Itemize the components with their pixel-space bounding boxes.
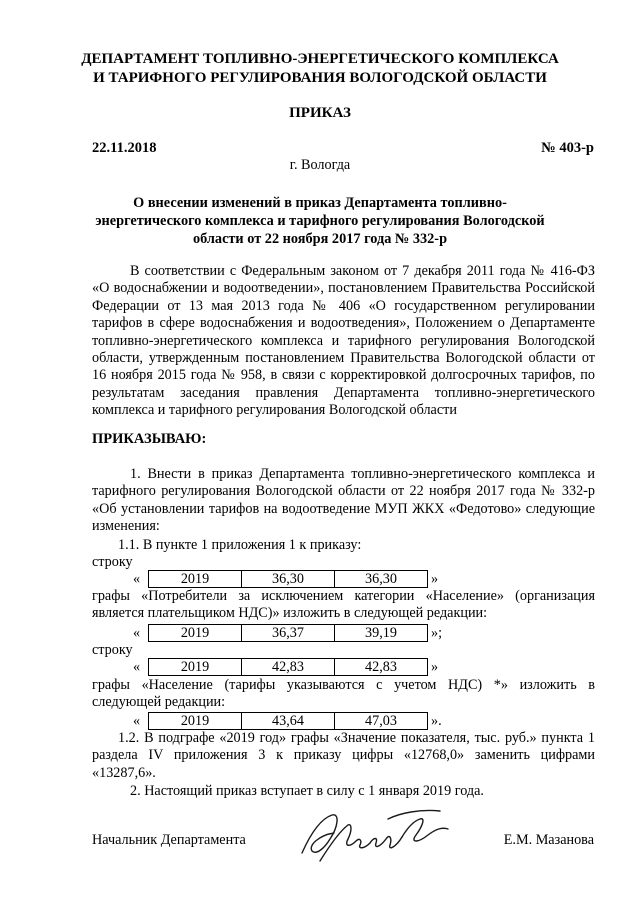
department-name-line-1: ДЕПАРТАМЕНТ ТОПЛИВНО-ЭНЕРГЕТИЧЕСКОГО КОМПЛЕКСА xyxy=(81,51,559,67)
table-1-close-quote: » xyxy=(431,571,439,587)
document-date: 22.11.2018 xyxy=(92,140,157,156)
table-4 xyxy=(148,712,428,730)
table-cell-value-1: 43,64 xyxy=(242,713,335,730)
order-word: ПРИКАЗЫВАЮ: xyxy=(92,431,207,447)
subject-line-1: О внесении изменений в приказ Департамента топливно- xyxy=(133,195,507,211)
table-cell-value-1: 42,83 xyxy=(242,659,335,676)
item-2-paragraph: 2. Настоящий приказ вступает в силу с 1 января 2019 года. xyxy=(130,783,484,799)
table-cell-value-2: 39,19 xyxy=(335,625,428,642)
table-3 xyxy=(148,658,428,676)
table-cell-year: 2019 xyxy=(149,625,242,642)
table-2-open-quote: « xyxy=(133,625,141,641)
signatory-position: Начальник Департамента xyxy=(92,832,246,848)
table-cell-year: 2019 xyxy=(149,571,242,588)
table-row xyxy=(149,625,428,642)
table-1 xyxy=(148,570,428,588)
document-type: ПРИКАЗ xyxy=(289,105,351,121)
signatory-name: Е.М. Мазанова xyxy=(503,832,594,848)
table-4-close-quote: ». xyxy=(431,713,442,729)
item-1-paragraph: 1. Внести в приказ Департамента топливно-энергетического комплекса и тарифного регулирования Вологодской области от 22 ноября 2017 года № 332-р «Об установлении тарифов на водоотведение МУП ЖКХ «Федотово» следующие изменения: xyxy=(92,466,595,535)
table-4-open-quote: « xyxy=(133,713,141,729)
table-1-open-quote: « xyxy=(133,571,141,587)
item-1-2-paragraph: 1.2. В подграфе «2019 год» графы «Значение показателя, тыс. руб.» пункта 1 раздела IV приложения 3 к приказу цифры «12768,0» заменить цифрами «13287,6». xyxy=(92,730,595,781)
department-name-line-2: И ТАРИФНОГО РЕГУЛИРОВАНИЯ ВОЛОГОДСКОЙ ОБЛАСТИ xyxy=(93,70,547,86)
table-2-close-quote: »; xyxy=(431,625,443,641)
table-3-close-quote: » xyxy=(431,659,439,675)
document-number: № 403-р xyxy=(541,140,594,156)
consumers-paragraph: графы «Потребители за исключением категории «Население» (организация является плательщиком НДС)» изложить в следующей редакции: xyxy=(92,588,595,622)
table-2 xyxy=(148,624,428,642)
table-row xyxy=(149,713,428,730)
population-paragraph: графы «Население (тарифы указываются с учетом НДС) *» изложить в следующей редакции: xyxy=(92,677,595,711)
table-cell-value-2: 42,83 xyxy=(335,659,428,676)
table-cell-year: 2019 xyxy=(149,659,242,676)
subject-line-3: области от 22 ноября 2017 года № 332-р xyxy=(192,231,448,247)
handwritten-signature xyxy=(290,805,460,867)
row-word-1: строку xyxy=(92,554,133,570)
table-cell-value-1: 36,30 xyxy=(242,571,335,588)
table-cell-value-2: 47,03 xyxy=(335,713,428,730)
row-word-2: строку xyxy=(92,642,133,658)
item-1-1-heading: 1.1. В пункте 1 приложения 1 к приказу: xyxy=(118,537,362,553)
table-row xyxy=(149,659,428,676)
table-3-open-quote: « xyxy=(133,659,141,675)
table-cell-value-1: 36,37 xyxy=(242,625,335,642)
table-cell-value-2: 36,30 xyxy=(335,571,428,588)
subject-line-2: энергетического комплекса и тарифного регулирования Вологодской xyxy=(95,213,545,229)
table-row xyxy=(149,571,428,588)
document-city: г. Вологда xyxy=(289,157,351,173)
table-cell-year: 2019 xyxy=(149,713,242,730)
preamble-paragraph: В соответствии с Федеральным законом от 7 декабря 2011 года № 416-ФЗ «О водоснабжении и водоотведении», постановлением Правительства Российской Федерации от 13 мая 2013 года № 406 «О государственном регулировании тарифов в сфере водоснабжения и водоотведения», Положением о Департаменте топливно-энергетического комплекса и тарифного регулирования Вологодской области, утвержденным постановлением Правительства Вологодской области от 16 ноября 2015 года № 958, в связи с корректировкой долгосрочных тарифов, по результатам заседания правления Департамента топливно-энергетического комплекса и тарифного регулирования Вологодской области xyxy=(92,263,595,419)
